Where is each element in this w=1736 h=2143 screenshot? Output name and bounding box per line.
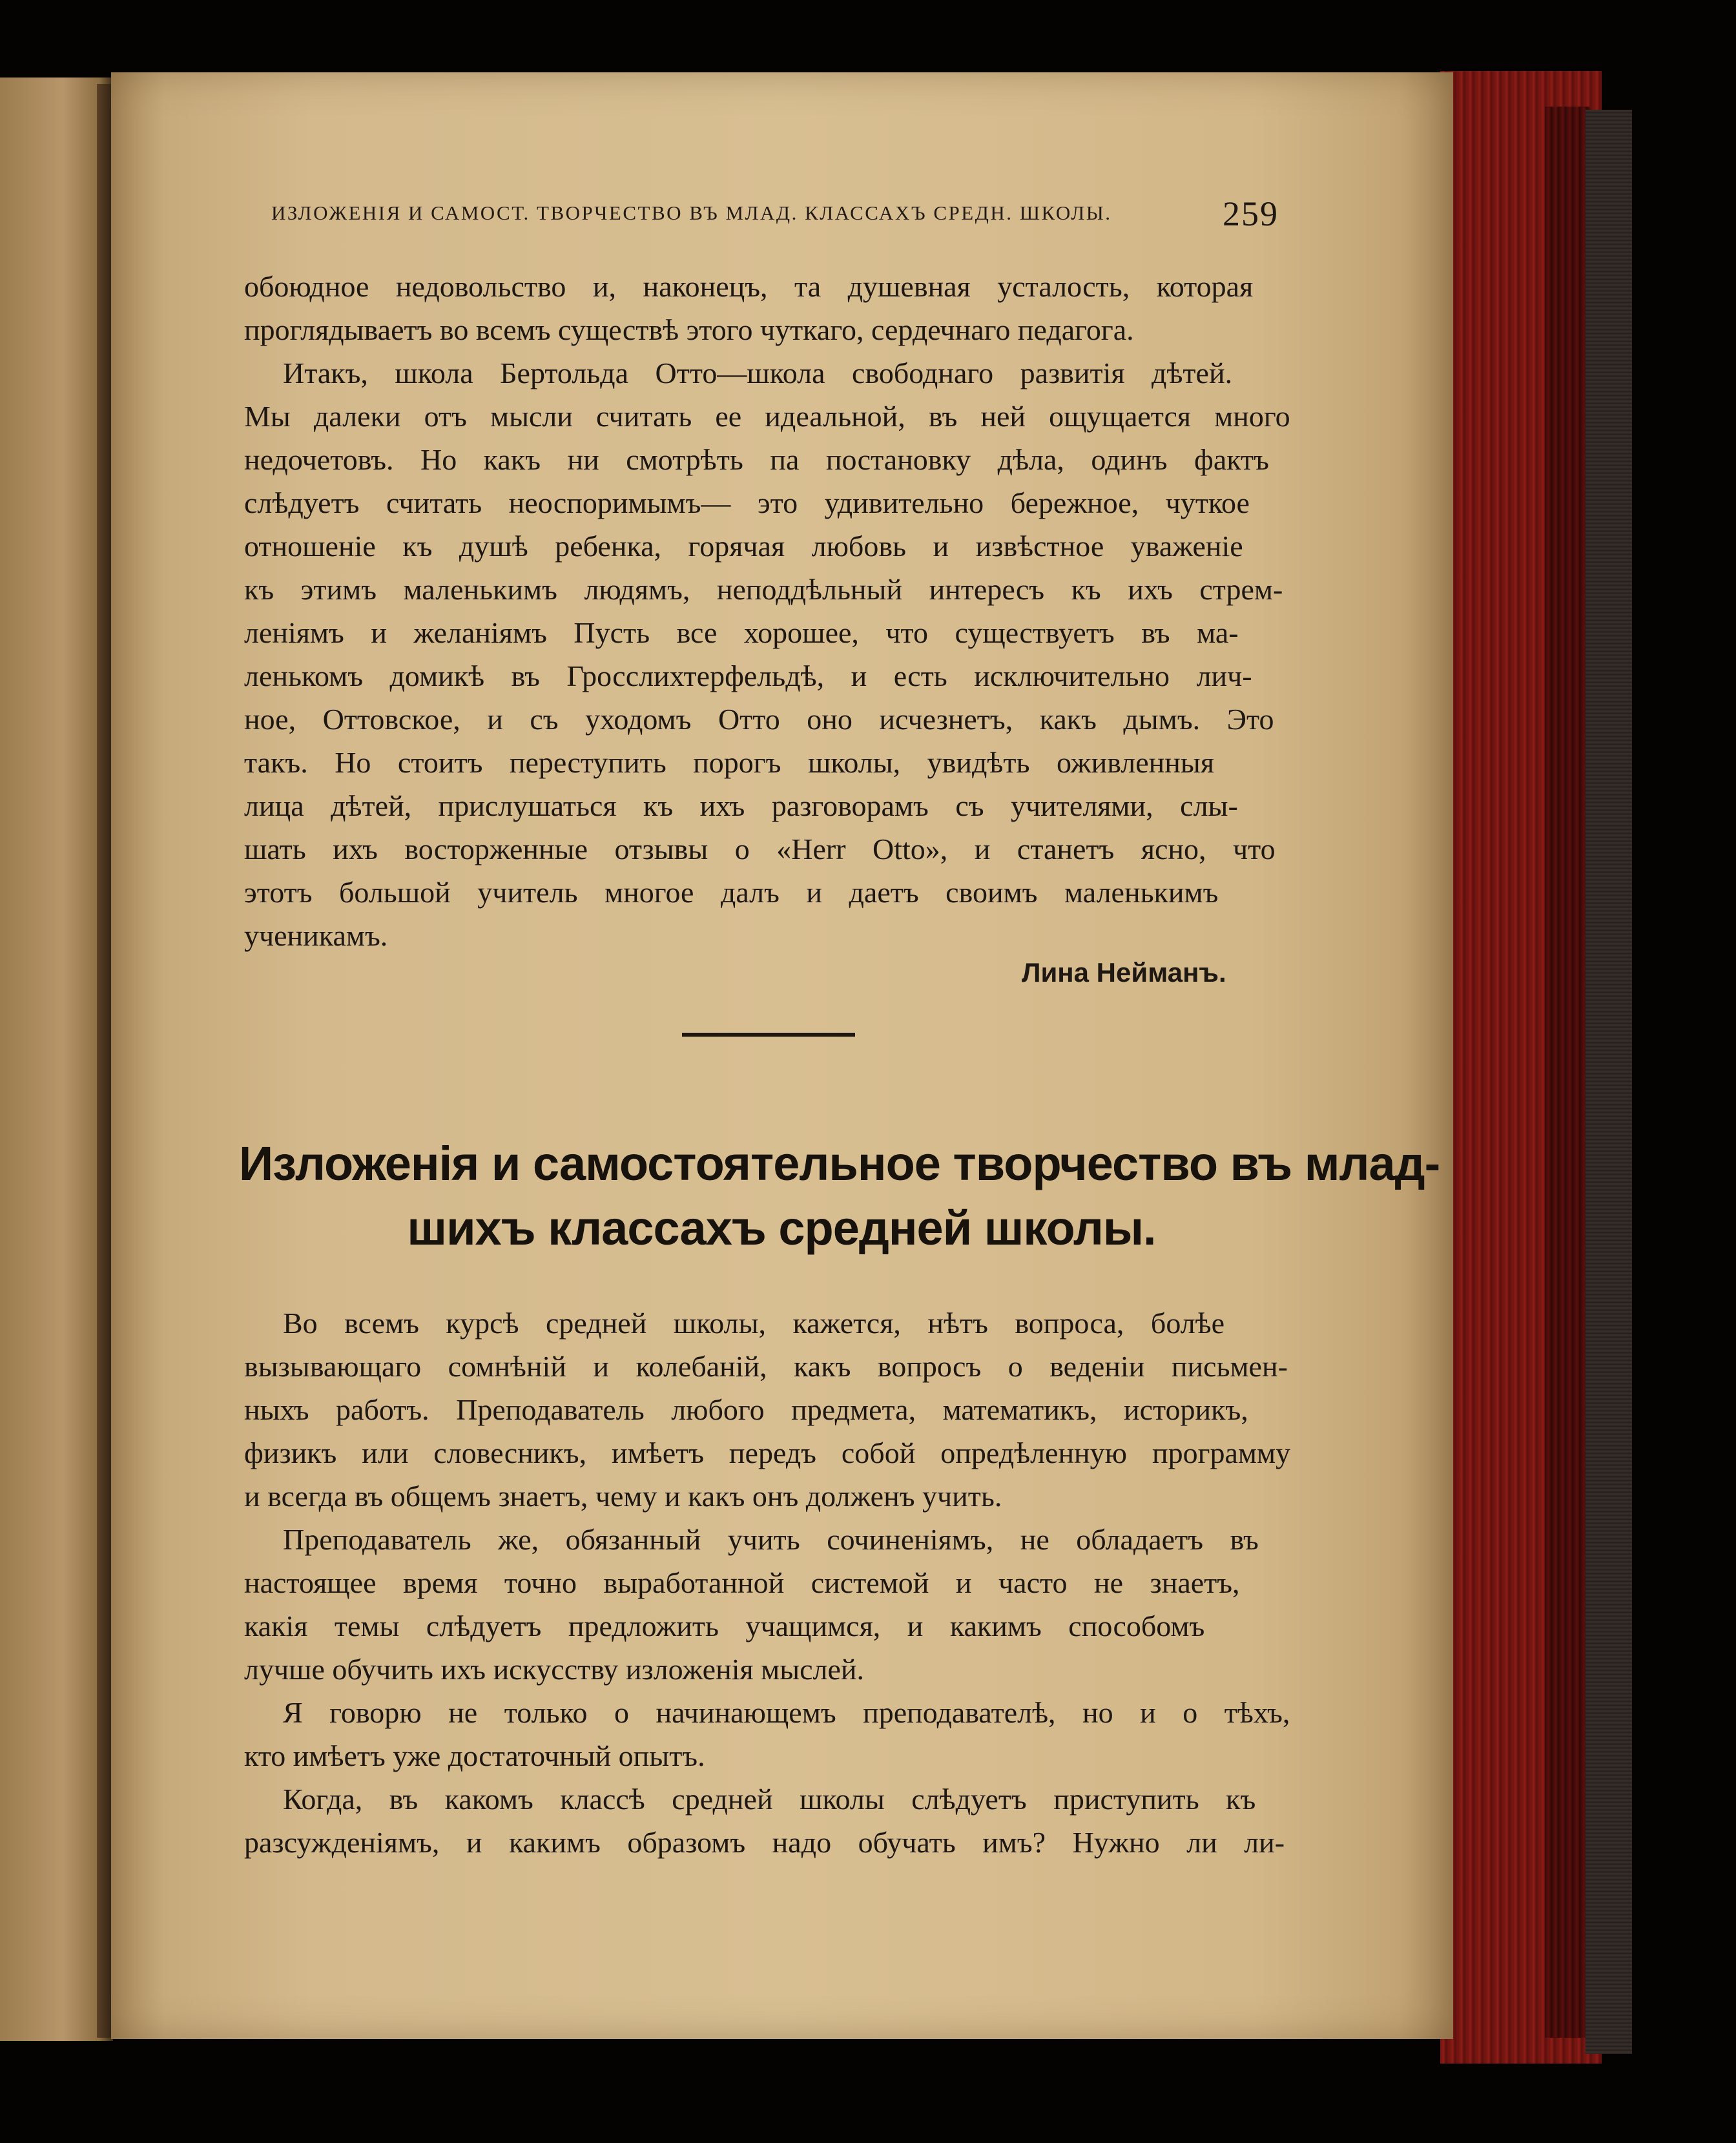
text-line: ное, Оттовское, и съ уходомъ Отто оно исчезнетъ, какъ дымъ. Это: [244, 703, 1274, 736]
section-divider: [682, 1033, 855, 1037]
text-line: какія темы слѣдуетъ предложить учащимся, и какимъ способомъ: [244, 1610, 1205, 1642]
text-line: недочетовъ. Но какъ ни смотрѣть па постановку дѣла, одинъ фактъ: [244, 443, 1269, 476]
text-line: Когда, въ какомъ классѣ средней школы слѣдуетъ приступить къ: [283, 1783, 1256, 1816]
paragraph-5: [244, 1691, 1290, 1777]
heading-line: шихъ классахъ средней школы.: [407, 1201, 1156, 1255]
text-line: слѣдуетъ считать неоспоримымъ— это удивительно бережное, чуткое: [244, 486, 1250, 519]
text-line: ученикамъ.: [244, 919, 388, 952]
text-line: ныхъ работъ. Преподаватель любого предмета, математикъ, историкъ,: [244, 1393, 1248, 1426]
text-line: обоюдное недовольство и, наконецъ, та душевная усталость, которая: [244, 270, 1254, 303]
paragraph-3: [244, 1301, 1290, 1518]
text-line: разсужденіямъ, и какимъ образомъ надо обучать имъ? Нужно ли ли-: [244, 1826, 1285, 1859]
text-line: кто имѣетъ уже достаточный опытъ.: [244, 1739, 705, 1772]
text-line: къ этимъ маленькимъ людямъ, неподдѣльный интересъ къ ихъ стрем-: [244, 573, 1283, 606]
left-page-edge: [0, 78, 113, 2041]
text-line: ленькомъ домикѣ въ Гросслихтерфельдѣ, и есть исключительно лич-: [244, 659, 1252, 692]
paragraph-2: [244, 351, 1290, 957]
text-line: физикъ или словесникъ, имѣетъ передъ собой опредѣленную программу: [244, 1436, 1291, 1469]
paragraph-6: [244, 1777, 1290, 1864]
running-head-title: ИЗЛОЖЕНІЯ И САМОСТ. ТВОРЧЕСТВО ВЪ МЛАД. КЛАССАХЪ СРЕДН. ШКОЛЫ.: [271, 202, 1112, 224]
text-line: лучше обучить ихъ искусству изложенія мыслей.: [244, 1653, 865, 1686]
text-line: этотъ большой учитель многое далъ и даетъ своимъ маленькимъ: [244, 876, 1219, 909]
paragraph-1: [244, 265, 1290, 351]
text-line: лица дѣтей, прислушаться къ ихъ разговорамъ съ учителями, слы-: [244, 789, 1238, 822]
text-line: Мы далеки отъ мысли считать ее идеальной, въ ней ощущается много: [244, 400, 1290, 433]
text-line: и всегда въ общемъ знаетъ, чему и какъ онъ долженъ учить.: [244, 1480, 1002, 1513]
page-number: 259: [1223, 194, 1279, 233]
page-edges-dark: [1545, 107, 1590, 2038]
heading-line: Изложенія и самостоятельное творчество въ млад-: [239, 1137, 1440, 1190]
text-line: проглядываетъ во всемъ существѣ этого чуткаго, сердечнаго педагога.: [244, 313, 1134, 346]
paragraph-4: [244, 1518, 1290, 1691]
text-line: Во всемъ курсѣ средней школы, кажется, нѣтъ вопроса, болѣе: [283, 1307, 1225, 1340]
section-heading: [239, 1132, 1440, 1261]
text-line: Итакъ, школа Бертольда Отто—школа свободнаго развитія дѣтей.: [283, 357, 1233, 389]
text-line: Преподаватель же, обязанный учить сочиненіямъ, не обладаетъ въ: [283, 1523, 1259, 1556]
text-line: шать ихъ восторженные отзывы о «Herr Otto», и станетъ ясно, что: [244, 833, 1276, 865]
text-line: леніямъ и желаніямъ Пусть все хорошее, что существуетъ въ ма-: [244, 616, 1239, 649]
text-line: настоящее время точно выработанной системой и часто не знаетъ,: [244, 1566, 1240, 1599]
author-signature: Лина Нейманъ.: [1022, 957, 1226, 988]
book-cover-cloth: [1586, 110, 1632, 2054]
text-line: вызывающаго сомнѣній и колебаній, какъ вопросъ о веденіи письмен-: [244, 1350, 1288, 1383]
text-line: отношеніе къ душѣ ребенка, горячая любовь и извѣстное уваженіе: [244, 530, 1243, 563]
text-line: такъ. Но стоитъ переступить порогъ школы, увидѣть оживленныя: [244, 746, 1214, 779]
running-head: [271, 194, 1279, 233]
text-line: Я говорю не только о начинающемъ преподавателѣ, но и о тѣхъ,: [283, 1696, 1290, 1729]
